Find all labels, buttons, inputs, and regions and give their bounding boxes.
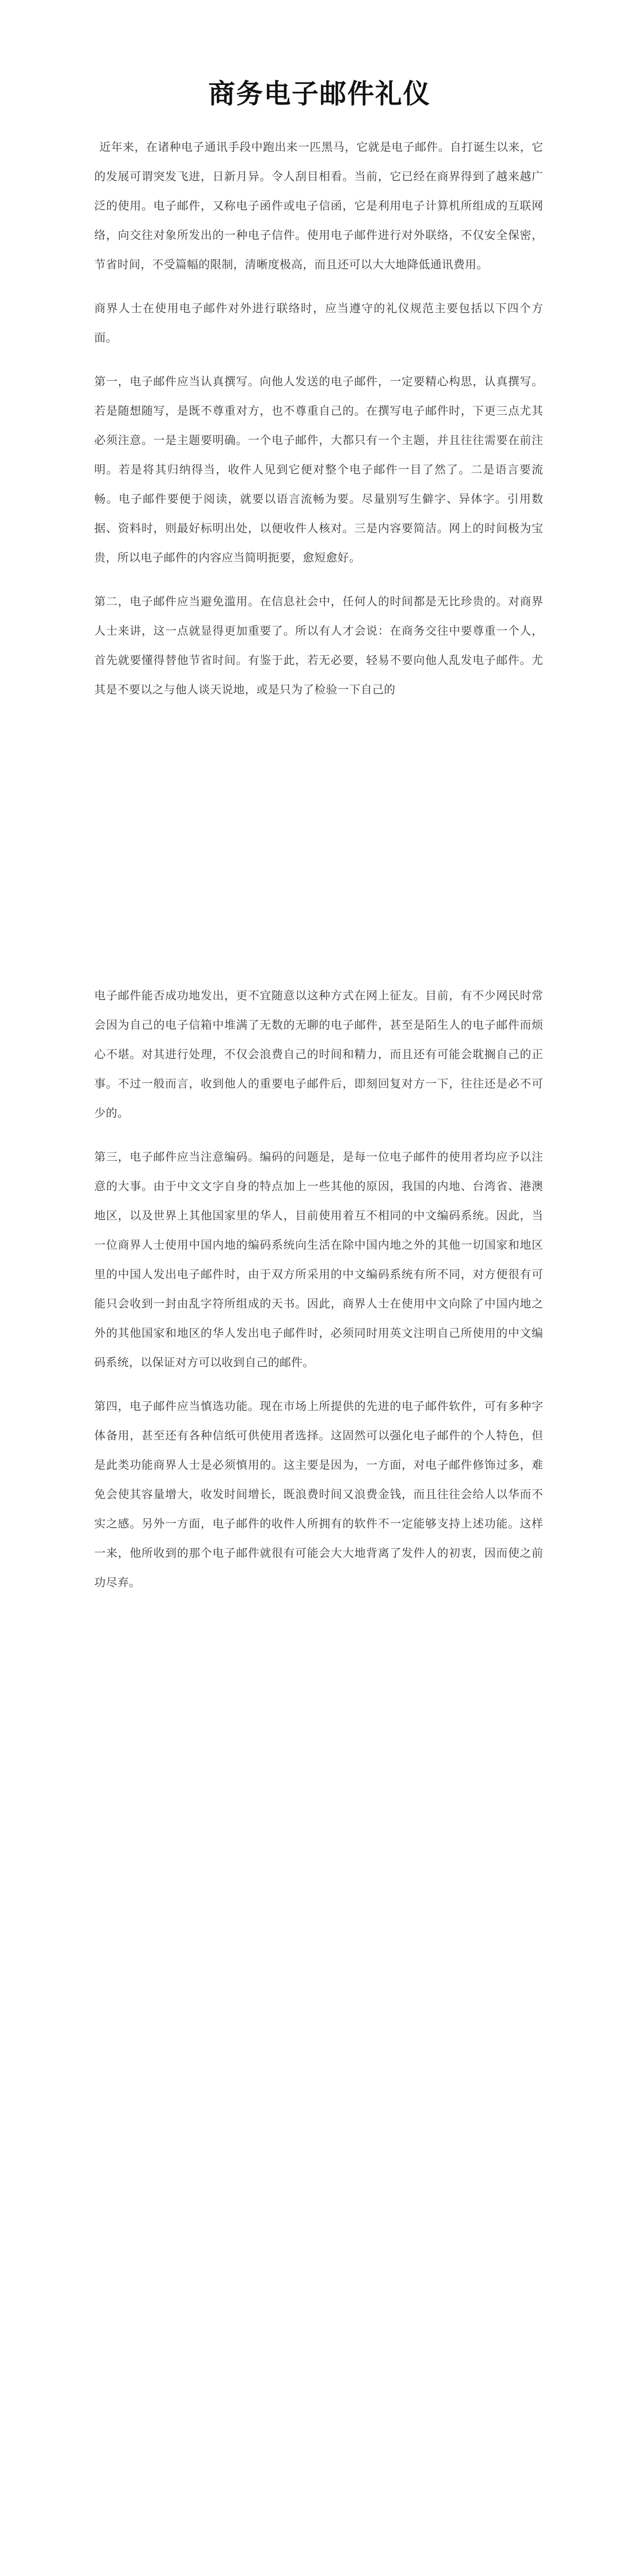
- paragraph-point-1: 第一，电子邮件应当认真撰写。向他人发送的电子邮件，一定要精心构思，认真撰写。若是随想随写，是既不尊重对方，也不尊重自己的。在撰写电子邮件时，下更三点尤其必须注意。一是主题要明确。一个电子邮件，大都只有一个主题，并且往往需要在前注明。若是将其归纳得当，收件人见到它便对整个电子邮件一目了然了。二是语言要流畅。电子邮件要便于阅读，就要以语言流畅为要。尽量别写生僻字、异体字。引用数据、资料时，则最好标明出处，以便收件人核对。三是内容要简洁。网上的时间极为宝贵，所以电子邮件的内容应当简明扼要，愈短愈好。: [94, 376, 543, 565]
- paragraph-point-2-continued: 电子邮件能否成功地发出，更不宜随意以这种方式在网上征友。目前，有不少网民时常会因为自己的电子信箱中堆满了无数的无聊的电子邮件，甚至是陌生人的电子邮件而烦心不堪。对其进行处理，不仅会浪费自己的时间和精力，而且还有可能会耽搁自己的正事。不过一般而言，收到他人的重要电子邮件后，即刻回复对方一下，往往还是必不可少的。: [94, 990, 543, 1120]
- paragraph-point-2: 第二，电子邮件应当避免滥用。在信息社会中，任何人的时间都是无比珍贵的。对商界人士来讲，这一点就显得更加重要了。所以有人才会说：在商务交往中要尊重一个人，首先就要懂得替他节省时间。有鉴于此，若无必要，轻易不要向他人乱发电子邮件。尤其是不要以之与他人谈天说地，或是只为了检验一下自己的: [94, 596, 543, 697]
- document-title: 商务电子邮件礼仪: [208, 78, 431, 110]
- paragraph-point-3: 第三，电子邮件应当注意编码。编码的问题是，是每一位电子邮件的使用者均应予以注意的大事。由于中文文字自身的特点加上一些其他的原因，我国的内地、台湾省、港澳地区，以及世界上其他国家里的华人，目前使用着互不相同的中文编码系统。因此，当一位商界人士使用中国内地的编码系统向生活在除中国内地之外的其他一切国家和地区里的中国人发出电子邮件时，由于双方所采用的中文编码系统有所不同，对方便很有可能只会收到一封由乱字符所组成的天书。因此，商界人士在使用中文向除了中国内地之外的其他国家和地区的华人发出电子邮件时，必须同时用英文注明自己所使用的中文编码系统，以保证对方可以收到自己的邮件。: [94, 1151, 543, 1369]
- text-block-bottom: [94, 981, 543, 1612]
- paragraph-intro: 近年来，在诸种电子通讯手段中跑出来一匹黑马，它就是电子邮件。自打诞生以来，它的发展可谓突发飞进，日新月异。令人刮目相看。当前，它已经在商界得到了越来越广泛的使用。电子邮件，又称电子函件或电子信函，它是利用电子计算机所组成的互联网络，向交往对象所发出的一种电子信件。使用电子邮件进行对外联络，不仅安全保密，节省时间，不受篇幅的限制，清晰度极高，而且还可以大大地降低通讯费用。: [94, 141, 543, 272]
- paragraph-overview: 商界人士在使用电子邮件对外进行联络时，应当遵守的礼仪规范主要包括以下四个方面。: [94, 302, 543, 345]
- text-block-top: [94, 133, 543, 719]
- paragraph-point-4: 第四，电子邮件应当慎选功能。现在市场上所提供的先进的电子邮件软件，可有多种字体备用，甚至还有各种信纸可供使用者选择。这固然可以强化电子邮件的个人特色，但是此类功能商界人士是必须慎用的。这主要是因为，一方面，对电子邮件修饰过多，难免会使其容量增大，收发时间增长，既浪费时间又浪费金钱，而且往往会给人以华而不实之感。另外一方面，电子邮件的收件人所拥有的软件不一定能够支持上述功能。这样一来，他所收到的那个电子邮件就很有可能会大大地背离了发件人的初衷，因而使之前功尽弃。: [94, 1400, 543, 1589]
